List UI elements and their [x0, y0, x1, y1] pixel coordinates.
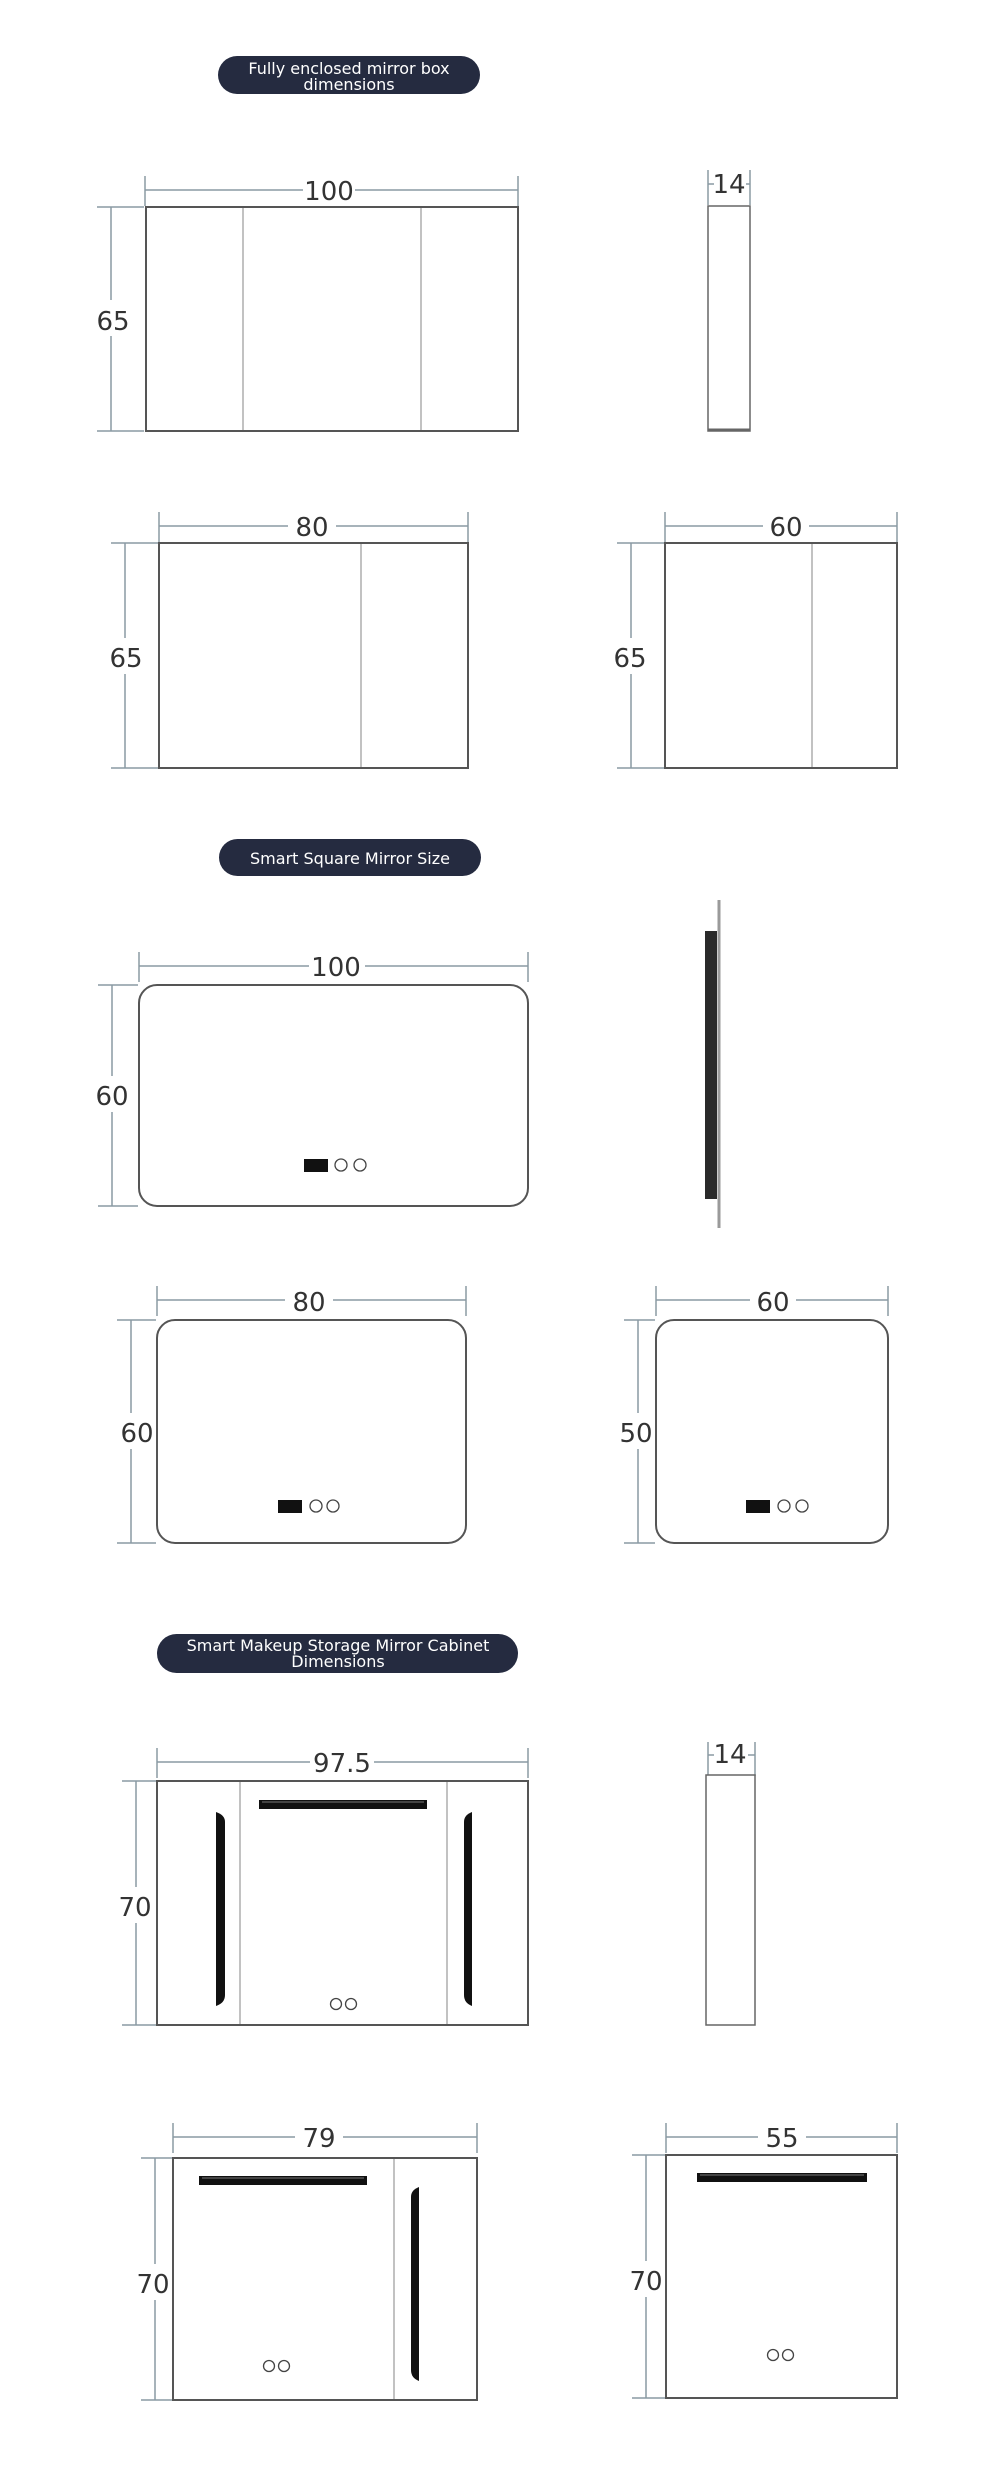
- section-square: [92, 839, 888, 1543]
- width-label: 60: [756, 1288, 790, 1318]
- cabinet-frame: [173, 2158, 477, 2400]
- height-label: 70: [136, 2270, 170, 2300]
- mirror-frame: [139, 985, 528, 1206]
- section-makeup: [115, 1634, 897, 2400]
- touch-display-icon: [278, 1500, 302, 1513]
- mirror-front-medium: [117, 1284, 466, 1543]
- top-light-bar-icon: [697, 2173, 867, 2182]
- width-label: 79: [302, 2124, 336, 2154]
- width-label: 55: [765, 2124, 799, 2154]
- led-strip-icon: [411, 2187, 419, 2381]
- cabinet-frame: [665, 543, 897, 768]
- mirror-frame: [656, 1320, 888, 1543]
- makeup-cabinet-front-large: [115, 1746, 528, 2025]
- section-title-pill: [218, 56, 480, 94]
- mirror-panel: [705, 931, 717, 1199]
- width-label: 60: [769, 513, 803, 543]
- width-label: 97.5: [313, 1749, 371, 1779]
- title-line-1: Smart Makeup Storage Mirror Cabinet: [186, 1636, 490, 1655]
- height-label: 65: [109, 644, 143, 674]
- section-title-pill: [219, 839, 481, 876]
- height-label: 60: [95, 1082, 129, 1112]
- led-strip-icon: [216, 1812, 225, 2006]
- top-light-bar-icon: [199, 2176, 367, 2185]
- title-line-1: Fully enclosed mirror box: [248, 59, 450, 78]
- depth-label: 14: [712, 170, 746, 200]
- cabinet-frame: [157, 1781, 528, 2025]
- makeup-cabinet-front-medium: [135, 2121, 477, 2400]
- touch-display-icon: [746, 1500, 770, 1513]
- top-light-bar-icon: [259, 1800, 427, 1809]
- height-label: 70: [629, 2267, 663, 2297]
- cabinet-frame: [159, 543, 468, 768]
- width-label: 80: [295, 513, 329, 543]
- title-text: Smart Square Mirror Size: [250, 849, 450, 868]
- cabinet-front-small: [610, 510, 897, 768]
- section-enclosed: [92, 56, 897, 768]
- width-label: 100: [311, 953, 361, 983]
- cabinet-front-large: [92, 174, 518, 431]
- depth-label: 14: [713, 1740, 747, 1770]
- makeup-cabinet-side-view: [706, 1738, 755, 2025]
- side-panel: [708, 206, 750, 431]
- width-label: 100: [304, 177, 354, 207]
- mirror-front-large: [92, 950, 528, 1206]
- cabinet-side-view: [708, 168, 750, 431]
- cabinet-frame: [146, 207, 518, 431]
- height-label: 70: [118, 1893, 152, 1923]
- title-line-2: dimensions: [303, 75, 395, 94]
- cabinet-front-medium: [105, 510, 468, 768]
- mirror-side-view: [705, 900, 719, 1228]
- cabinet-frame: [666, 2155, 897, 2398]
- section-title-pill: [157, 1634, 518, 1673]
- side-panel: [706, 1775, 755, 2025]
- width-label: 80: [292, 1288, 326, 1318]
- makeup-cabinet-front-small: [626, 2121, 897, 2398]
- led-strip-icon: [464, 1812, 472, 2006]
- title-line-2: Dimensions: [291, 1652, 385, 1671]
- height-label: 50: [619, 1419, 653, 1449]
- height-label: 60: [120, 1419, 154, 1449]
- height-label: 65: [96, 307, 130, 337]
- mirror-front-small: [617, 1284, 888, 1543]
- touch-display-icon: [304, 1159, 328, 1172]
- height-label: 65: [613, 644, 647, 674]
